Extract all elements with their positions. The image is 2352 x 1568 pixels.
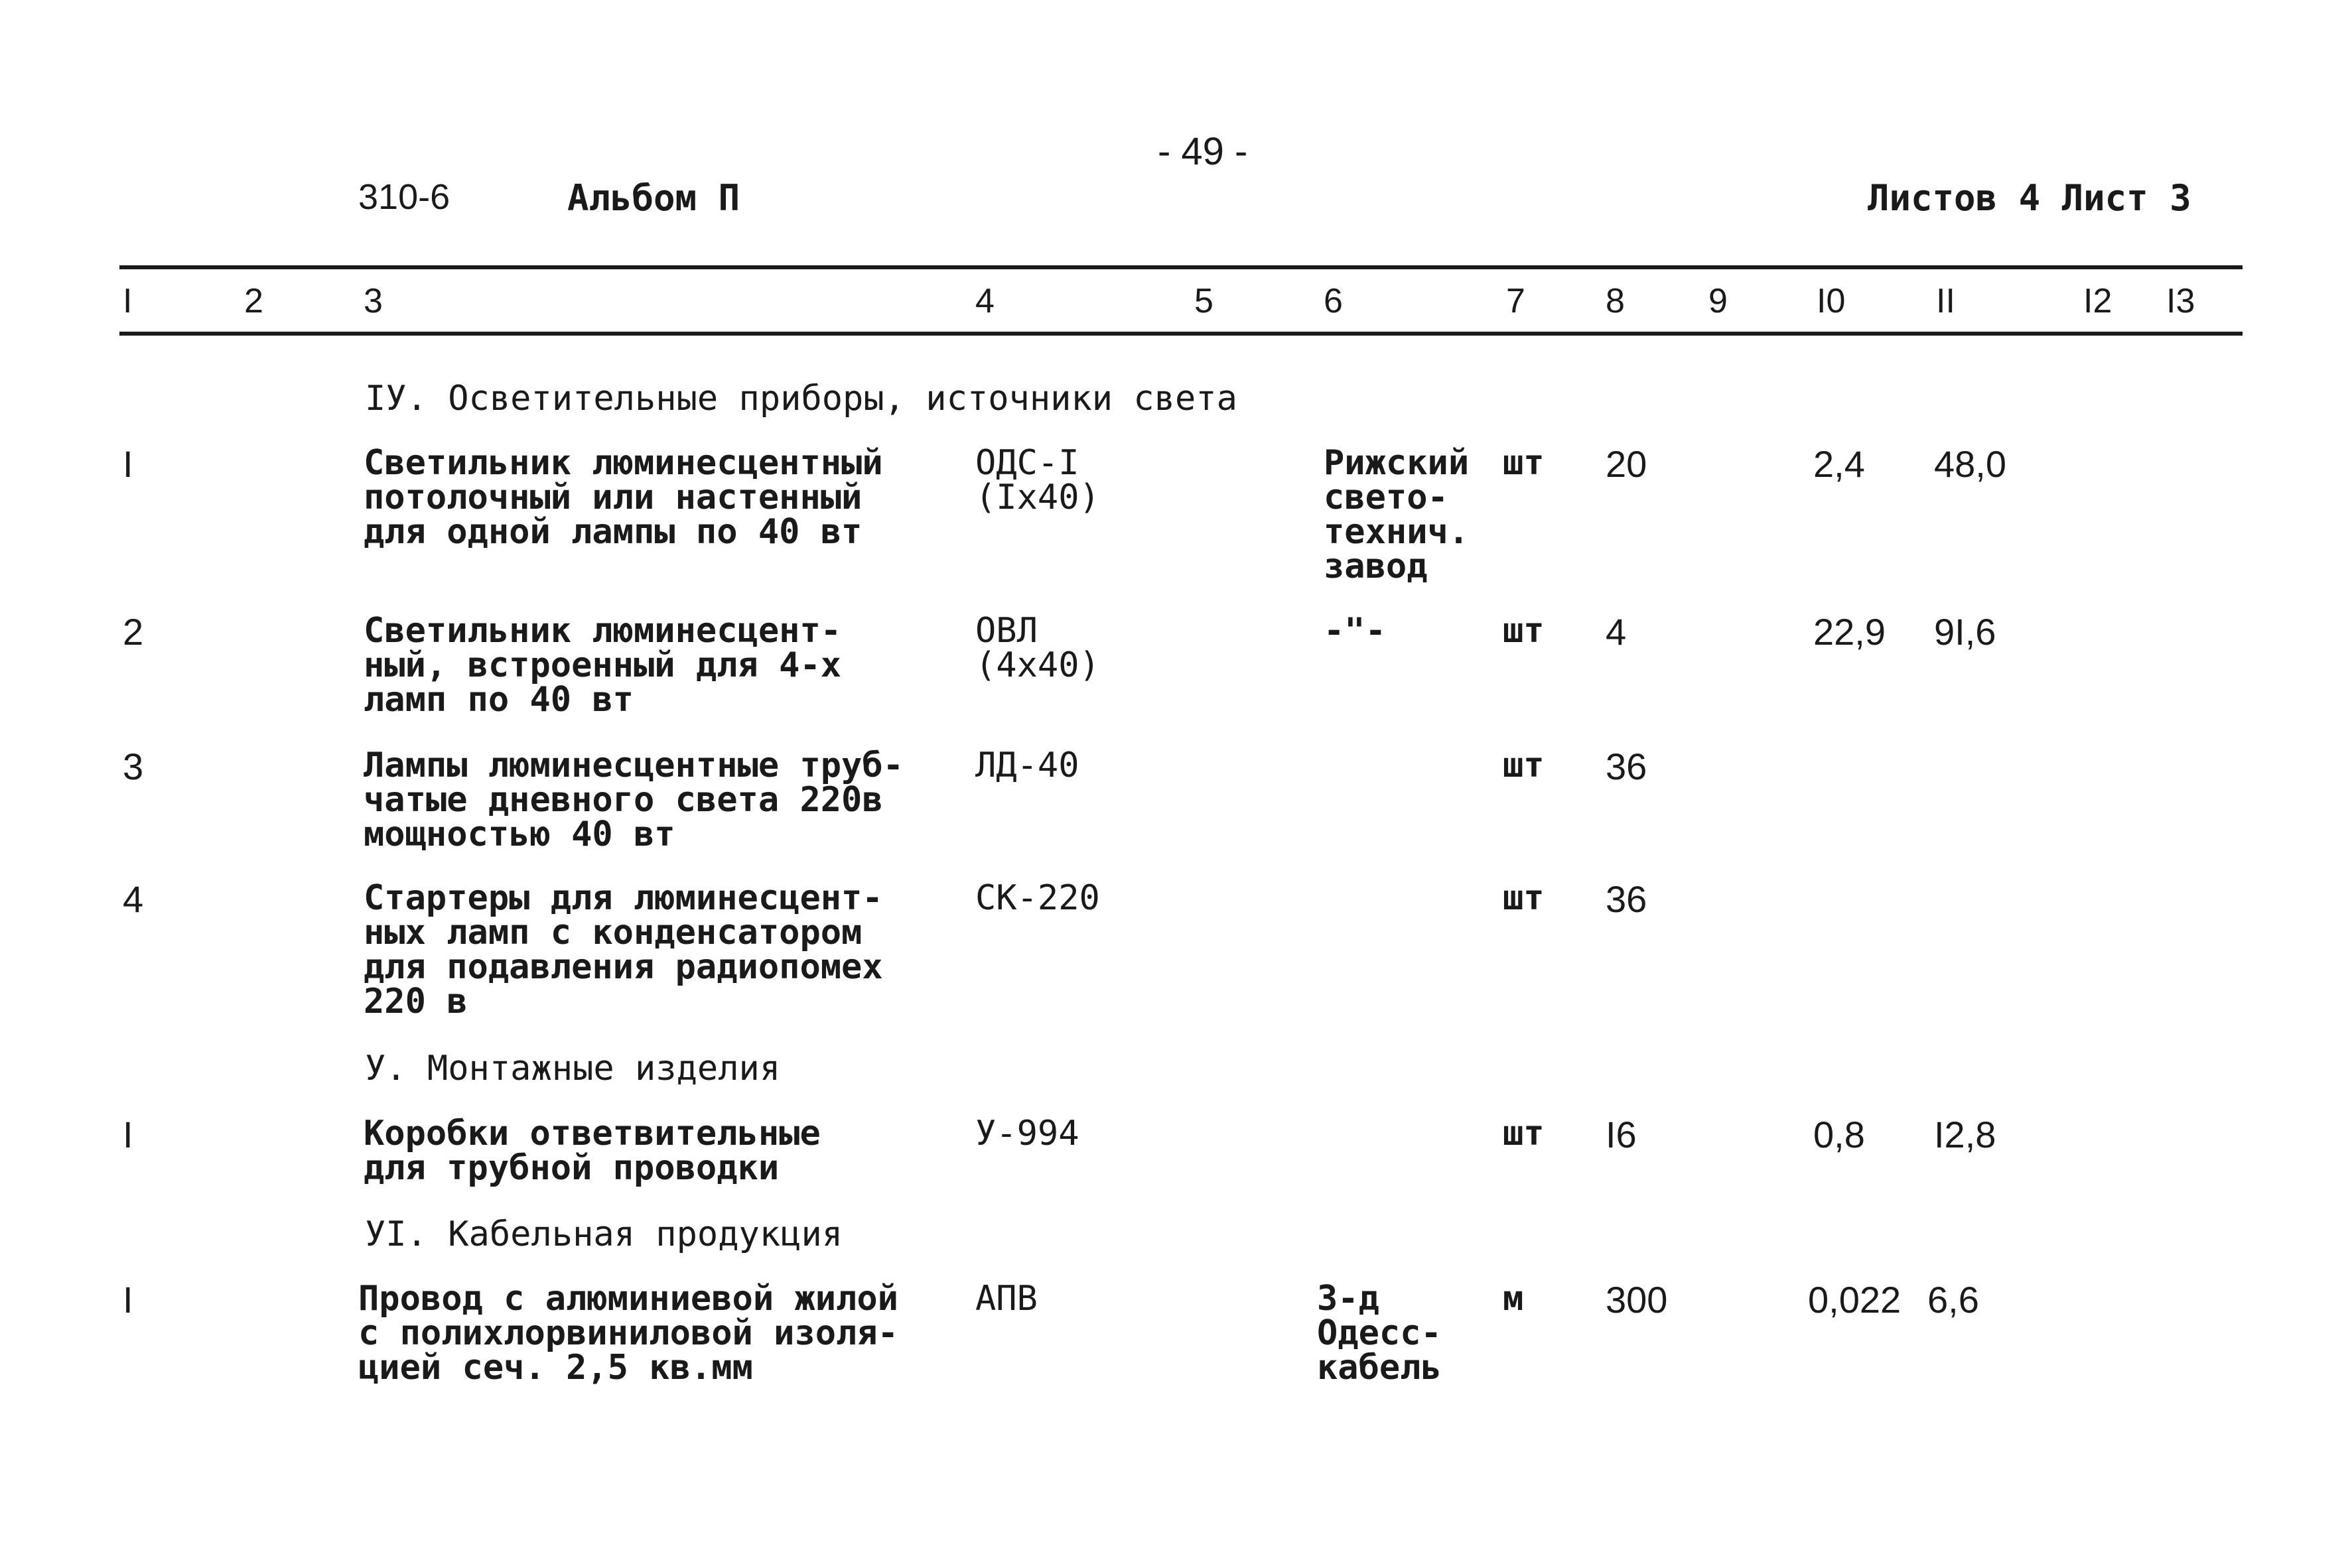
page-number: - 49 - <box>1158 130 1248 173</box>
item-unit: шт <box>1503 611 1545 651</box>
item-maker: Рижский свето- технич. завод <box>1324 443 1470 586</box>
column-header: 4 <box>975 282 995 320</box>
item-price: 0,8 <box>1813 1114 1865 1155</box>
item-type: СК-220 <box>975 878 1100 918</box>
item-maker: З-д Одесс- кабель <box>1317 1279 1442 1388</box>
item-qty: 20 <box>1606 443 1647 485</box>
item-name: Провод с алюминиевой жилой с полихлорвиниловой изоля- цией сеч. 2,5 кв.мм <box>358 1279 898 1388</box>
column-header: 3 <box>364 282 383 320</box>
row-number: I <box>123 1114 133 1155</box>
item-name: Стартеры для люминесцент- ных ламп с конденсатором для подавления радиопомех 220 в <box>364 878 883 1021</box>
header-rule-top <box>119 265 2243 269</box>
sheets-label: Листов 4 Лист 3 <box>1868 177 2191 219</box>
item-unit: шт <box>1503 443 1545 483</box>
column-header: I0 <box>1817 282 1846 320</box>
item-name: Светильник люминесцентный потолочный или настенный для одной лампы по 40 вт <box>364 443 883 552</box>
album-label: Альбом П <box>567 177 740 219</box>
item-qty: 4 <box>1606 611 1627 653</box>
item-price: 2,4 <box>1813 443 1865 485</box>
column-header: I <box>123 282 133 320</box>
item-qty: 36 <box>1606 746 1647 787</box>
row-number: 2 <box>123 611 144 653</box>
item-type: ОДС-I (Iх40) <box>975 443 1100 517</box>
item-unit: шт <box>1503 746 1545 785</box>
item-type: ЛД-40 <box>975 746 1079 785</box>
header-rule-bottom <box>119 332 2243 336</box>
row-number: I <box>123 1279 133 1321</box>
section-title: IУ. Осветительные приборы, источники света <box>365 379 1237 419</box>
item-type: У-994 <box>975 1114 1079 1153</box>
column-header: I2 <box>2083 282 2112 320</box>
item-type: АПВ <box>975 1279 1038 1319</box>
item-name: Лампы люминесцентные труб- чатые дневного света 220в мощностью 40 вт <box>364 746 904 854</box>
doc-code: 310-6 <box>358 177 450 217</box>
item-maker: -"- <box>1324 611 1386 651</box>
section-title: УI. Кабельная продукция <box>365 1214 843 1254</box>
item-qty: I6 <box>1606 1114 1637 1155</box>
row-number: 4 <box>123 878 144 920</box>
item-name: Коробки ответвительные для трубной проводки <box>364 1114 821 1188</box>
item-total: I2,8 <box>1934 1114 1996 1155</box>
column-header: 7 <box>1506 282 1525 320</box>
item-qty: 300 <box>1606 1279 1668 1321</box>
item-type: ОВЛ (4х40) <box>975 611 1100 685</box>
item-price: 22,9 <box>1813 611 1886 653</box>
column-header: 6 <box>1324 282 1343 320</box>
item-total: 48,0 <box>1934 443 2006 485</box>
section-title: У. Монтажные изделия <box>365 1049 781 1088</box>
column-header: I3 <box>2166 282 2195 320</box>
item-name: Светильник люминесцент- ный, встроенный для 4-х ламп по 40 вт <box>364 611 842 720</box>
column-header: 9 <box>1708 282 1728 320</box>
column-header: 5 <box>1194 282 1213 320</box>
item-total: 6,6 <box>1927 1279 1979 1321</box>
item-qty: 36 <box>1606 878 1647 920</box>
item-price: 0,022 <box>1808 1279 1902 1321</box>
column-header: II <box>1936 282 1955 320</box>
row-number: 3 <box>123 746 144 787</box>
item-total: 9I,6 <box>1934 611 1996 653</box>
column-header: 8 <box>1606 282 1625 320</box>
item-unit: шт <box>1503 878 1545 918</box>
column-header: 2 <box>244 282 263 320</box>
row-number: I <box>123 443 133 485</box>
item-unit: шт <box>1503 1114 1545 1153</box>
item-unit: м <box>1503 1279 1524 1319</box>
